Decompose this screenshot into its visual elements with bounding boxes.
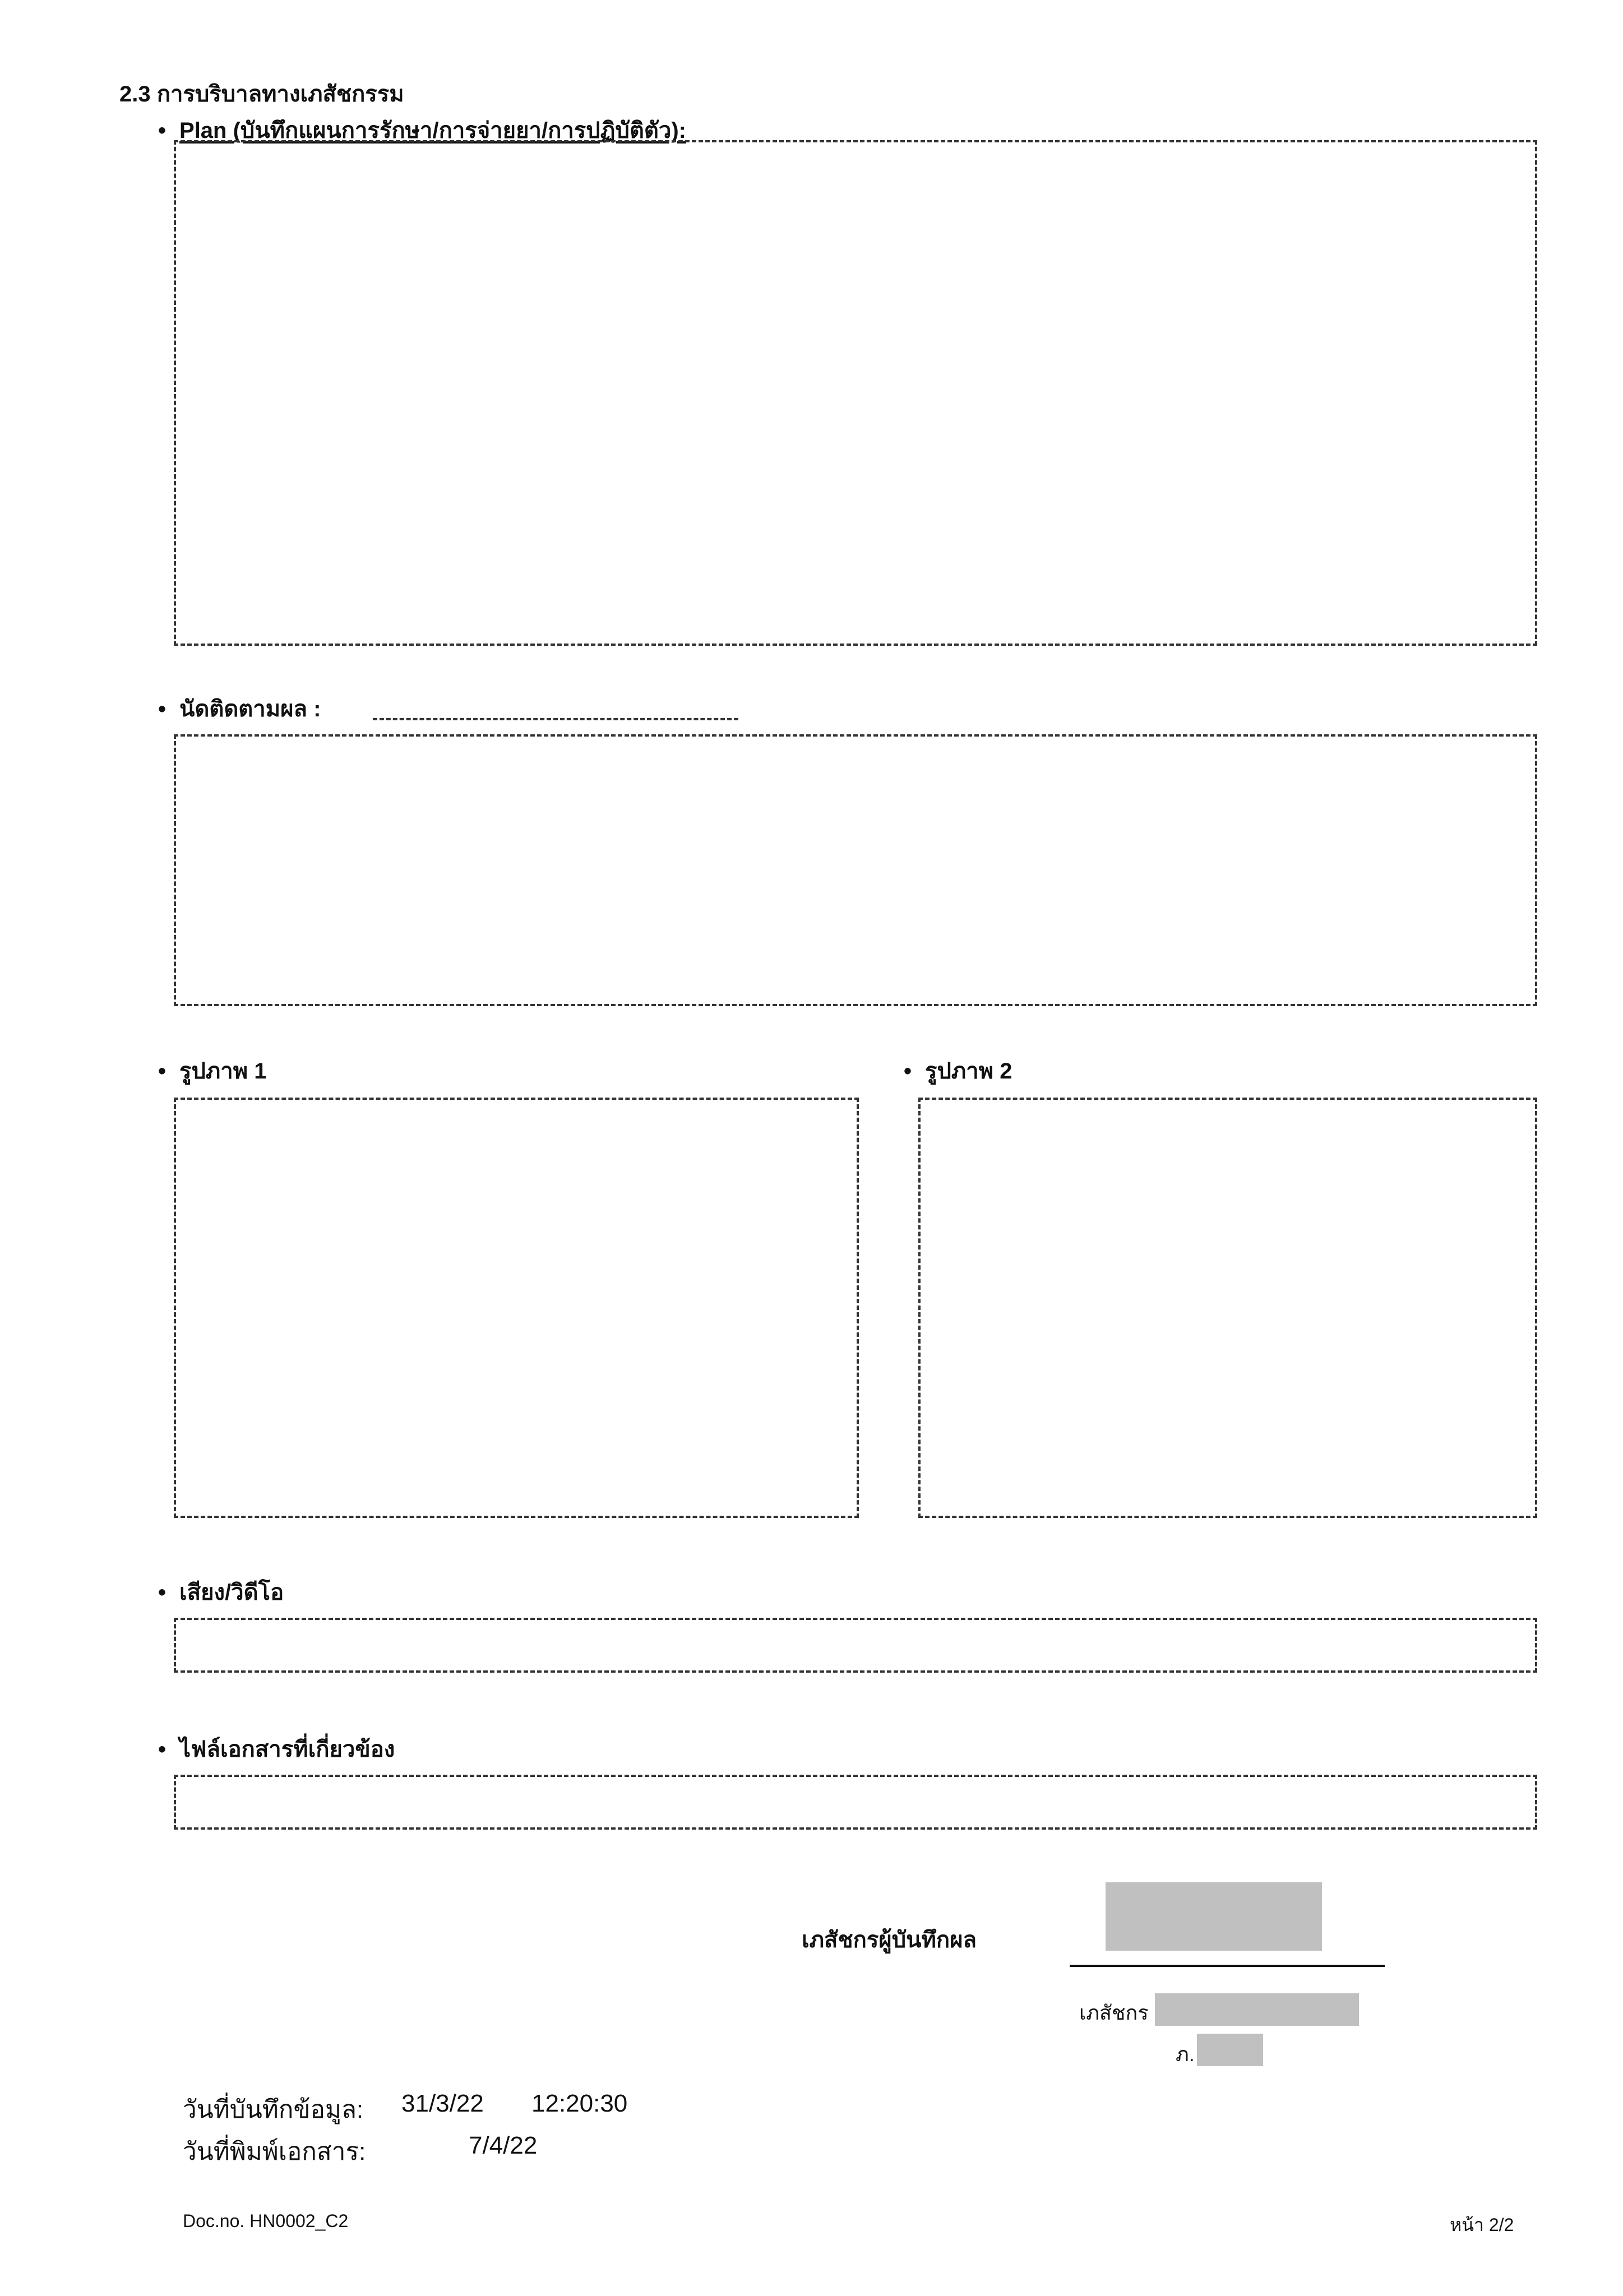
record-date-label: วันที่บันทึกข้อมูล: — [183, 2096, 364, 2123]
files-label-row — [158, 1731, 395, 1767]
followup-textarea[interactable] — [174, 734, 1537, 1006]
files-label: ไฟล์เอกสารที่เกี่ยวข้อง — [179, 1737, 395, 1762]
image2-label: รูปภาพ 2 — [925, 1059, 1012, 1084]
followup-label: นัดติดตามผล : — [179, 697, 321, 721]
files-upload-field[interactable] — [174, 1775, 1537, 1830]
print-date: 7/4/22 — [469, 2132, 538, 2159]
pharmacist-prefix: เภสัชกร — [1079, 2001, 1149, 2024]
followup-date-field[interactable] — [373, 718, 738, 720]
image1-label: รูปภาพ 1 — [179, 1059, 267, 1084]
page-number: หน้า 2/2 — [1450, 2215, 1514, 2235]
print-date-label: วันที่พิมพ์เอกสาร: — [183, 2138, 366, 2165]
record-time: 12:20:30 — [531, 2090, 628, 2117]
bullet-icon: • — [158, 1059, 167, 1084]
bullet-icon: • — [904, 1059, 912, 1084]
signature-line — [1070, 1965, 1385, 1967]
pharmacist-name-redacted — [1155, 1993, 1359, 2026]
plan-label: Plan (บันทึกแผนการรักษา/การจ่ายยา/การปฏิบัติตัว): — [179, 118, 686, 143]
media-label: เสียง/วิดีโอ — [179, 1580, 284, 1605]
bullet-icon: • — [158, 118, 167, 143]
image1-upload-area[interactable] — [174, 1098, 859, 1518]
section-title: 2.3 การบริบาลทางเภสัชกรรม — [119, 82, 404, 107]
image2-upload-area[interactable] — [918, 1098, 1537, 1518]
media-label-row — [158, 1574, 284, 1610]
image2-label-row — [904, 1053, 1012, 1089]
recorder-label: เภสัชกรผู้บันทึกผล — [802, 1928, 977, 1952]
bullet-icon: • — [158, 1580, 167, 1605]
media-upload-field[interactable] — [174, 1618, 1537, 1673]
license-number-redacted — [1197, 2034, 1263, 2066]
license-prefix: ภ. — [1176, 2043, 1195, 2066]
doc-number: Doc.no. HN0002_C2 — [183, 2211, 349, 2231]
bullet-icon: • — [158, 1737, 167, 1762]
followup-label-row — [158, 691, 321, 726]
image1-label-row — [158, 1053, 266, 1089]
signature-redacted — [1106, 1882, 1322, 1951]
record-date: 31/3/22 — [401, 2090, 484, 2117]
plan-textarea[interactable] — [174, 140, 1537, 646]
bullet-icon: • — [158, 697, 167, 721]
